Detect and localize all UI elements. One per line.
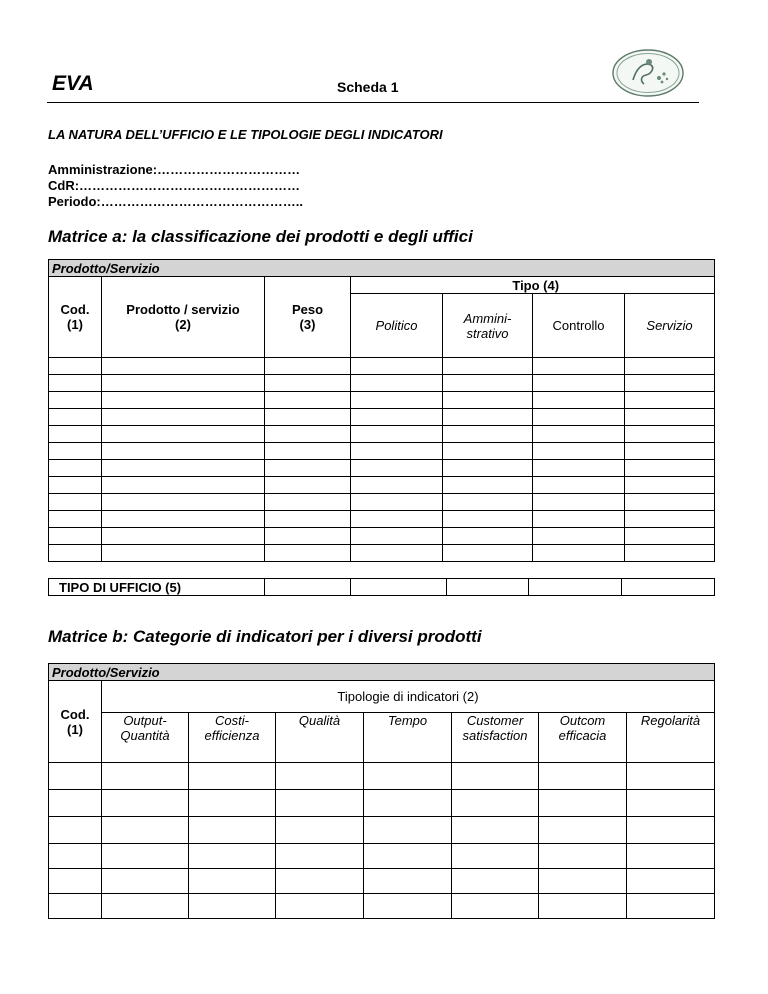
- table-cell[interactable]: [276, 869, 364, 894]
- table-cell[interactable]: [625, 511, 715, 528]
- table-cell[interactable]: [351, 511, 443, 528]
- table-cell[interactable]: [351, 545, 443, 562]
- table-cell[interactable]: [102, 426, 265, 443]
- office-type-cell[interactable]: [529, 579, 622, 596]
- table-cell[interactable]: [49, 460, 102, 477]
- table-cell[interactable]: [452, 894, 539, 919]
- table-cell[interactable]: [443, 460, 533, 477]
- table-cell[interactable]: [265, 528, 351, 545]
- table-cell[interactable]: [443, 443, 533, 460]
- type-header: Tipo (4): [351, 277, 715, 294]
- table-row: [49, 763, 715, 790]
- table-cell[interactable]: [102, 375, 265, 392]
- table-row: [49, 375, 715, 392]
- table-cell[interactable]: [364, 790, 452, 817]
- col-header-weight: Peso (3): [265, 277, 351, 358]
- matrix-a-rows: [49, 358, 715, 562]
- table-cell[interactable]: [364, 817, 452, 844]
- table-cell[interactable]: [533, 409, 625, 426]
- table-cell[interactable]: [625, 494, 715, 511]
- table-cell[interactable]: [443, 528, 533, 545]
- indicator-col-header: Outcom efficacia: [539, 713, 627, 763]
- table-cell[interactable]: [625, 392, 715, 409]
- type-col-amministrativo: Ammini- strativo: [443, 294, 533, 358]
- indicator-col-header: Tempo: [364, 713, 452, 763]
- table-cell[interactable]: [533, 443, 625, 460]
- table-cell[interactable]: [49, 511, 102, 528]
- matrix-b-table: [48, 663, 715, 919]
- type-col-servizio: Servizio: [625, 294, 715, 358]
- table-cell[interactable]: [189, 817, 276, 844]
- table-cell[interactable]: [49, 844, 102, 869]
- table-cell[interactable]: [539, 763, 627, 790]
- indicator-col-header: Customer satisfaction: [452, 713, 539, 763]
- table-cell[interactable]: [452, 869, 539, 894]
- indicator-col-header: Qualità: [276, 713, 364, 763]
- table-cell[interactable]: [533, 426, 625, 443]
- table-cell[interactable]: [265, 460, 351, 477]
- table-cell[interactable]: [625, 528, 715, 545]
- office-type-cell[interactable]: [447, 579, 529, 596]
- table-cell[interactable]: [351, 392, 443, 409]
- table-cell[interactable]: [452, 817, 539, 844]
- matrix-a-table: [48, 259, 715, 562]
- table-cell[interactable]: [265, 443, 351, 460]
- table-cell[interactable]: [364, 869, 452, 894]
- table-cell[interactable]: [625, 375, 715, 392]
- table-cell[interactable]: [364, 844, 452, 869]
- table-cell[interactable]: [533, 494, 625, 511]
- table-cell[interactable]: [539, 894, 627, 919]
- table-cell[interactable]: [533, 375, 625, 392]
- table-cell[interactable]: [49, 894, 102, 919]
- table-cell[interactable]: [49, 763, 102, 790]
- table-cell[interactable]: [49, 545, 102, 562]
- table-cell[interactable]: [364, 763, 452, 790]
- office-type-cell[interactable]: [265, 579, 351, 596]
- administration-field[interactable]: Amministrazione:……………………………: [48, 162, 301, 177]
- indicators-header: Tipologie di indicatori (2): [102, 681, 715, 713]
- table-cell[interactable]: [265, 545, 351, 562]
- matrix-a-group-header: Prodotto/Servizio: [49, 260, 715, 277]
- table-cell[interactable]: [351, 528, 443, 545]
- table-cell[interactable]: [102, 844, 189, 869]
- table-cell[interactable]: [625, 443, 715, 460]
- table-row: [49, 790, 715, 817]
- table-row: [49, 426, 715, 443]
- table-cell[interactable]: [265, 494, 351, 511]
- table-cell[interactable]: [625, 426, 715, 443]
- table-cell[interactable]: [49, 426, 102, 443]
- table-row: [49, 460, 715, 477]
- col-header-cod: Cod. (1): [49, 681, 102, 763]
- table-cell[interactable]: [102, 817, 189, 844]
- brand-logo-text: EVA: [52, 72, 94, 95]
- table-cell[interactable]: [265, 358, 351, 375]
- table-cell[interactable]: [49, 443, 102, 460]
- table-cell[interactable]: [351, 477, 443, 494]
- table-cell[interactable]: [276, 844, 364, 869]
- table-cell[interactable]: [443, 545, 533, 562]
- table-cell[interactable]: [627, 817, 715, 844]
- table-row: [49, 528, 715, 545]
- table-cell[interactable]: [102, 409, 265, 426]
- table-row: [49, 894, 715, 919]
- table-cell[interactable]: [265, 392, 351, 409]
- table-cell[interactable]: [265, 409, 351, 426]
- table-cell[interactable]: [351, 460, 443, 477]
- sheet-label: Scheda 1: [337, 79, 399, 95]
- table-cell[interactable]: [452, 844, 539, 869]
- table-cell[interactable]: [49, 790, 102, 817]
- table-cell[interactable]: [49, 477, 102, 494]
- table-row: [49, 545, 715, 562]
- col-header-product: Prodotto / servizio (2): [102, 277, 265, 358]
- table-cell[interactable]: [443, 426, 533, 443]
- table-cell[interactable]: [452, 790, 539, 817]
- table-cell[interactable]: [351, 358, 443, 375]
- cdr-field[interactable]: CdR:……………………………………………: [48, 178, 301, 193]
- table-row: [49, 869, 715, 894]
- table-cell[interactable]: [102, 790, 189, 817]
- matrix-b-group-header: Prodotto/Servizio: [49, 664, 715, 681]
- office-type-row: [48, 578, 715, 596]
- col-header-cod: Cod. (1): [49, 277, 102, 358]
- table-cell[interactable]: [276, 894, 364, 919]
- matrix-b-title: Matrice b: Categorie di indicatori per i diversi prodotti: [48, 627, 482, 646]
- table-cell[interactable]: [351, 375, 443, 392]
- table-cell[interactable]: [625, 409, 715, 426]
- table-row: [49, 443, 715, 460]
- table-cell[interactable]: [533, 511, 625, 528]
- table-cell[interactable]: [49, 358, 102, 375]
- table-cell[interactable]: [49, 375, 102, 392]
- table-cell[interactable]: [102, 894, 189, 919]
- table-cell[interactable]: [443, 494, 533, 511]
- table-cell[interactable]: [627, 844, 715, 869]
- table-cell[interactable]: [49, 817, 102, 844]
- table-cell[interactable]: [443, 358, 533, 375]
- matrix-b-rows: [49, 763, 715, 919]
- period-field[interactable]: Periodo:………………………………………..: [48, 194, 303, 209]
- table-cell[interactable]: [443, 392, 533, 409]
- table-cell[interactable]: [265, 511, 351, 528]
- table-cell[interactable]: [539, 869, 627, 894]
- header-divider: [47, 102, 699, 103]
- table-cell[interactable]: [49, 392, 102, 409]
- table-row: [49, 477, 715, 494]
- table-cell[interactable]: [627, 763, 715, 790]
- matrix-a-title: Matrice a: la classificazione dei prodotti e degli uffici: [48, 227, 473, 246]
- table-row: [49, 494, 715, 511]
- table-cell[interactable]: [102, 494, 265, 511]
- table-cell[interactable]: [351, 409, 443, 426]
- table-cell[interactable]: [189, 894, 276, 919]
- table-cell[interactable]: [539, 790, 627, 817]
- document-title: LA NATURA DELL’UFFICIO E LE TIPOLOGIE DEGLI INDICATORI: [48, 127, 443, 142]
- indicator-col-header: Regolarità: [627, 713, 715, 763]
- table-cell[interactable]: [102, 443, 265, 460]
- table-cell[interactable]: [625, 477, 715, 494]
- table-row: [49, 392, 715, 409]
- table-cell[interactable]: [625, 358, 715, 375]
- table-cell[interactable]: [539, 817, 627, 844]
- table-cell[interactable]: [102, 869, 189, 894]
- table-cell[interactable]: [276, 763, 364, 790]
- table-cell[interactable]: [49, 409, 102, 426]
- table-cell[interactable]: [265, 477, 351, 494]
- table-cell[interactable]: [102, 528, 265, 545]
- table-cell[interactable]: [443, 409, 533, 426]
- table-row: [49, 358, 715, 375]
- table-cell[interactable]: [539, 844, 627, 869]
- table-cell[interactable]: [189, 844, 276, 869]
- table-cell[interactable]: [102, 392, 265, 409]
- table-cell[interactable]: [189, 763, 276, 790]
- table-cell[interactable]: [102, 511, 265, 528]
- table-cell[interactable]: [627, 790, 715, 817]
- table-cell[interactable]: [533, 528, 625, 545]
- table-row: [49, 511, 715, 528]
- table-row: [49, 844, 715, 869]
- table-cell[interactable]: [443, 375, 533, 392]
- table-cell[interactable]: [533, 477, 625, 494]
- table-cell[interactable]: [351, 426, 443, 443]
- table-cell[interactable]: [533, 460, 625, 477]
- table-cell[interactable]: [351, 494, 443, 511]
- table-cell[interactable]: [265, 426, 351, 443]
- table-cell[interactable]: [102, 358, 265, 375]
- table-row: [49, 409, 715, 426]
- table-cell[interactable]: [189, 869, 276, 894]
- table-cell[interactable]: [49, 869, 102, 894]
- table-cell[interactable]: [533, 358, 625, 375]
- table-cell[interactable]: [102, 545, 265, 562]
- table-cell[interactable]: [627, 869, 715, 894]
- office-type-cell[interactable]: [351, 579, 447, 596]
- table-cell[interactable]: [443, 511, 533, 528]
- table-cell[interactable]: [351, 443, 443, 460]
- table-cell[interactable]: [49, 494, 102, 511]
- table-cell[interactable]: [364, 894, 452, 919]
- table-row: [49, 817, 715, 844]
- table-cell[interactable]: [452, 763, 539, 790]
- type-col-controllo: Controllo: [533, 294, 625, 358]
- table-cell[interactable]: [102, 763, 189, 790]
- circular-logo-icon: [611, 48, 685, 98]
- type-col-politico: Politico: [351, 294, 443, 358]
- table-cell[interactable]: [49, 528, 102, 545]
- table-cell[interactable]: [627, 894, 715, 919]
- indicator-col-header: Output- Quantità: [102, 713, 189, 763]
- table-cell[interactable]: [533, 545, 625, 562]
- table-cell[interactable]: [102, 460, 265, 477]
- indicator-col-header: Costi- efficienza: [189, 713, 276, 763]
- table-cell[interactable]: [189, 790, 276, 817]
- office-type-cell[interactable]: [622, 579, 715, 596]
- table-cell[interactable]: [443, 477, 533, 494]
- table-cell[interactable]: [276, 790, 364, 817]
- table-cell[interactable]: [625, 460, 715, 477]
- office-type-label: TIPO DI UFFICIO (5): [49, 579, 265, 596]
- table-cell[interactable]: [265, 375, 351, 392]
- table-cell[interactable]: [276, 817, 364, 844]
- table-cell[interactable]: [533, 392, 625, 409]
- table-cell[interactable]: [625, 545, 715, 562]
- table-cell[interactable]: [102, 477, 265, 494]
